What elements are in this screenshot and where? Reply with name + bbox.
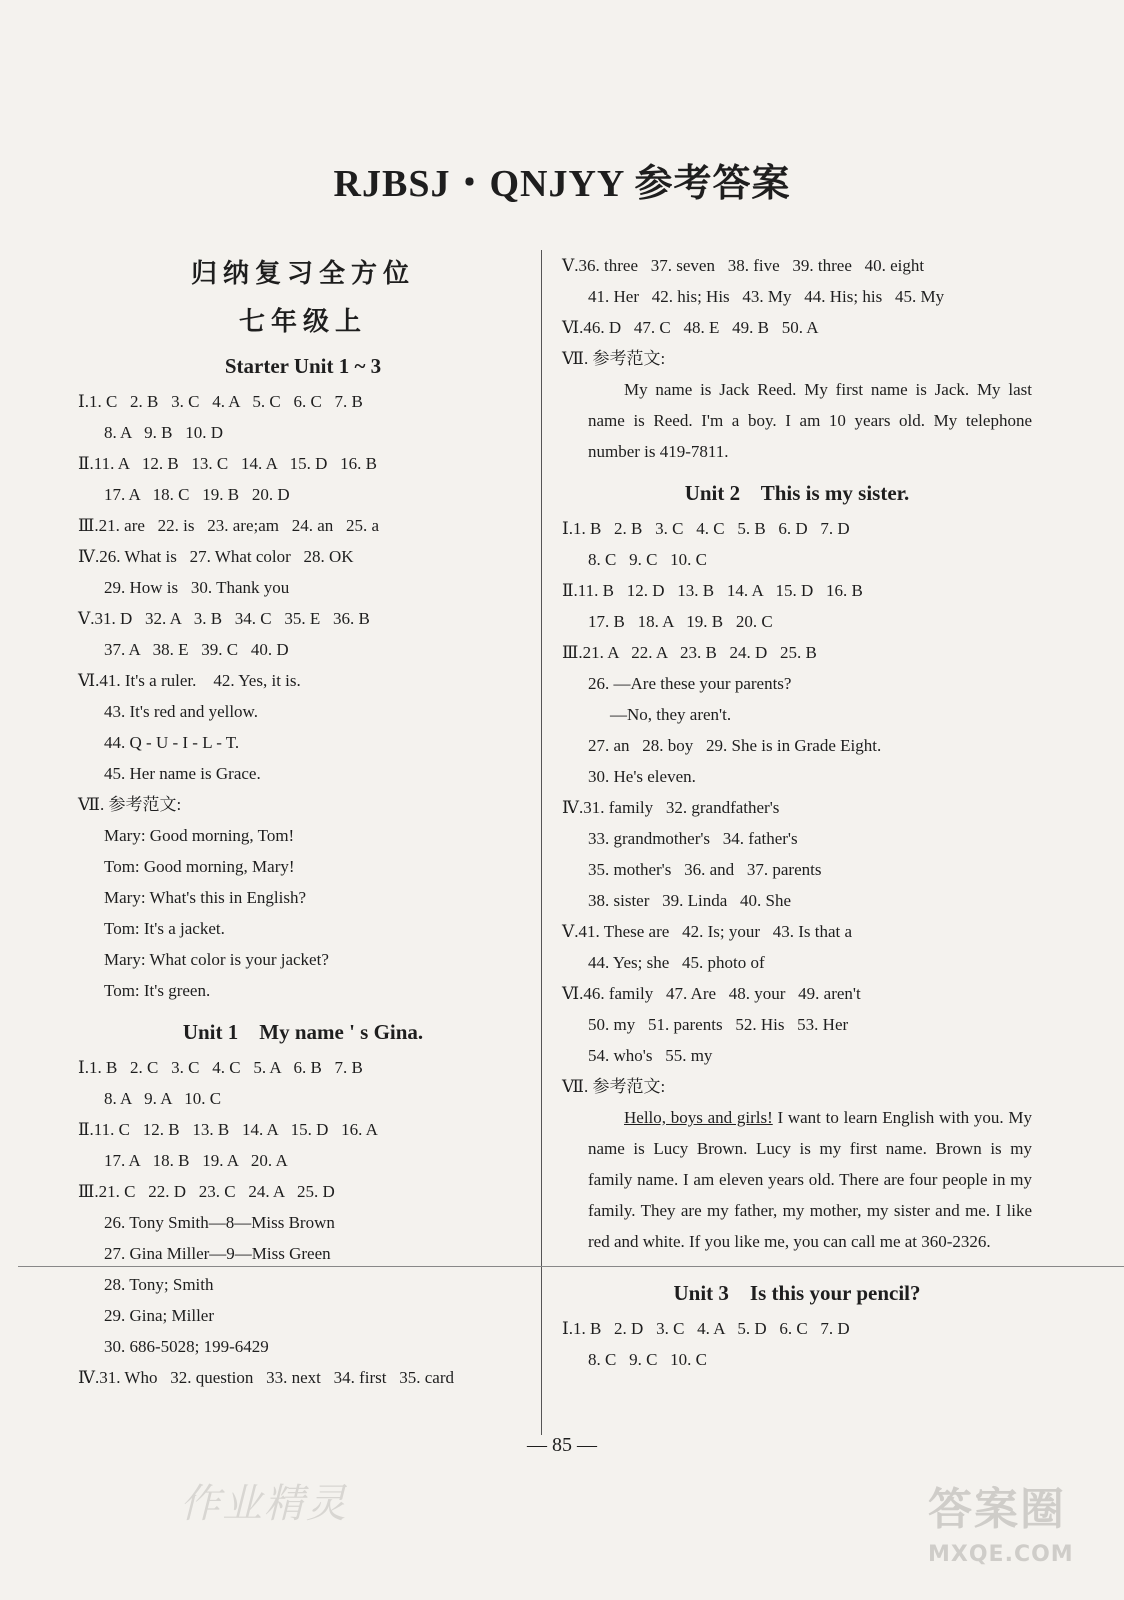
answer-line: —No, they aren't. [610, 705, 732, 724]
answer-line: 8. C 9. C 10. C [588, 1350, 708, 1369]
answer-line: Ⅶ. 参考范文: [562, 349, 666, 368]
column-divider [541, 250, 542, 1435]
right-column [562, 250, 1032, 1375]
unit1-answers-continued [562, 250, 1032, 467]
answer-line: 44. Yes; she 45. photo of [588, 953, 765, 972]
essay-greeting: Hello, boys and girls! [624, 1108, 773, 1127]
answer-line: Ⅰ.1. B 2. C 3. C 4. C 5. A 6. B 7. B [78, 1058, 363, 1077]
left-column [78, 250, 528, 1393]
answer-line: 8. A 9. A 10. C [104, 1089, 222, 1108]
answer-line: Ⅰ.1. B 2. B 3. C 4. C 5. B 6. D 7. D [562, 519, 850, 538]
answer-line: 8. C 9. C 10. C [588, 550, 708, 569]
answer-line: 8. A 9. B 10. D [104, 423, 224, 442]
answer-line: 29. How is 30. Thank you [104, 578, 290, 597]
answer-line: Ⅳ.26. What is 27. What color 28. OK [78, 547, 354, 566]
answer-line: 17. A 18. C 19. B 20. D [104, 485, 290, 504]
dialogue-line: Mary: What's this in English? [104, 888, 307, 907]
answer-line: Ⅵ.41. It's a ruler. 42. Yes, it is. [78, 671, 301, 690]
starter-answers [78, 386, 528, 1006]
sample-essay: Hello, boys and girls! I want to learn English with you. My name is Lucy Brown. Lucy is my first name. Brown is my family name. I am eleven years old. There are four people in my family. They are my father, my mother, my sister and me. I like red and white. If you like me, you can call me at 360-2326. [588, 1108, 1032, 1251]
answer-line: Ⅴ.41. These are 42. Is; your 43. Is that a [562, 922, 853, 941]
answer-line: Ⅲ.21. A 22. A 23. B 24. D 25. B [562, 643, 817, 662]
answer-line: Ⅵ.46. family 47. Are 48. your 49. aren't [562, 984, 861, 1003]
unit-title-starter: Starter Unit 1 ~ 3 [224, 354, 382, 378]
unit-title-1: Unit 1 My name ' s Gina. [182, 1020, 424, 1044]
unit2-answers [562, 513, 1032, 1257]
answer-line: Ⅲ.21. C 22. D 23. C 24. A 25. D [78, 1182, 335, 1201]
sample-essay: My name is Jack Reed. My first name is Jack. My last name is Reed. I'm a boy. I am 10 years old. My telephone number is 419-7811. [588, 380, 1032, 461]
dialogue-line: Mary: What color is your jacket? [104, 950, 329, 969]
answer-line: 50. my 51. parents 52. His 53. Her [588, 1015, 849, 1034]
answer-line: 28. Tony; Smith [104, 1275, 214, 1294]
answer-line: 27. an 28. boy 29. She is in Grade Eight. [588, 736, 882, 755]
dialogue-line: Tom: It's green. [104, 981, 211, 1000]
answer-line: 43. It's red and yellow. [104, 702, 258, 721]
dialogue-line: Mary: Good morning, Tom! [104, 826, 295, 845]
answer-line: 37. A 38. E 39. C 40. D [104, 640, 289, 659]
watermark-site: MXQE.COM [928, 1542, 1074, 1567]
dialogue-line: Tom: Good morning, Mary! [104, 857, 295, 876]
unit1-answers [78, 1052, 528, 1393]
answer-line: 35. mother's 36. and 37. parents [588, 860, 822, 879]
answer-line: 30. 686-5028; 199-6429 [104, 1337, 269, 1356]
answer-line: Ⅰ.1. B 2. D 3. C 4. A 5. D 6. C 7. D [562, 1319, 850, 1338]
answer-line: Ⅵ.46. D 47. C 48. E 49. B 50. A [562, 318, 819, 337]
page-number: — 85 — [527, 1434, 597, 1456]
answer-line: 44. Q - U - I - L - T. [104, 733, 240, 752]
answer-line: Ⅴ.31. D 32. A 3. B 34. C 35. E 36. B [78, 609, 370, 628]
answer-line: 26. Tony Smith—8—Miss Brown [104, 1213, 335, 1232]
answer-line: 17. A 18. B 19. A 20. A [104, 1151, 288, 1170]
answer-line: 41. Her 42. his; His 43. My 44. His; his 45. My [588, 287, 945, 306]
answer-line: Ⅱ.11. C 12. B 13. B 14. A 15. D 16. A [78, 1120, 378, 1139]
unit-title-3: Unit 3 Is this your pencil? [673, 1281, 921, 1305]
answer-line: 29. Gina; Miller [104, 1306, 215, 1325]
watermark-logo-text: 答案圈 [928, 1484, 1066, 1535]
answer-line: Ⅴ.36. three 37. seven 38. five 39. three 40. eight [562, 256, 925, 275]
answer-line: Ⅶ. 参考范文: [562, 1077, 666, 1096]
answer-line: 17. B 18. A 19. B 20. C [588, 612, 773, 631]
answer-line: 38. sister 39. Linda 40. She [588, 891, 792, 910]
answer-line: Ⅶ. 参考范文: [78, 795, 182, 814]
grade-heading: 七年级上 [238, 307, 367, 337]
watermark-logo [928, 1480, 1118, 1590]
answer-line: 27. Gina Miller—9—Miss Green [104, 1244, 331, 1263]
answer-line: Ⅰ.1. C 2. B 3. C 4. A 5. C 6. C 7. B [78, 392, 363, 411]
unit-title-2: Unit 2 This is my sister. [684, 481, 910, 505]
answer-line: Ⅲ.21. are 22. is 23. are;am 24. an 25. a [78, 516, 380, 535]
watermark-text: 作业精灵 [180, 1481, 348, 1527]
answer-line: Ⅳ.31. Who 32. question 33. next 34. first 35. card [78, 1368, 454, 1387]
answer-line: 45. Her name is Grace. [104, 764, 261, 783]
answer-line: Ⅳ.31. family 32. grandfather's [562, 798, 780, 817]
section-heading: 归纳复习全方位 [190, 259, 415, 289]
page-title: RJBSJ・QNJYY 参考答案 [333, 163, 791, 205]
answer-line: Ⅱ.11. B 12. D 13. B 14. A 15. D 16. B [562, 581, 863, 600]
answer-line: Ⅱ.11. A 12. B 13. C 14. A 15. D 16. B [78, 454, 378, 473]
answer-line: 33. grandmother's 34. father's [588, 829, 798, 848]
dialogue-line: Tom: It's a jacket. [104, 919, 225, 938]
answer-line: 54. who's 55. my [588, 1046, 713, 1065]
answer-line: 30. He's eleven. [588, 767, 696, 786]
unit3-answers [562, 1313, 1032, 1375]
answer-line: 26. —Are these your parents? [588, 674, 792, 693]
